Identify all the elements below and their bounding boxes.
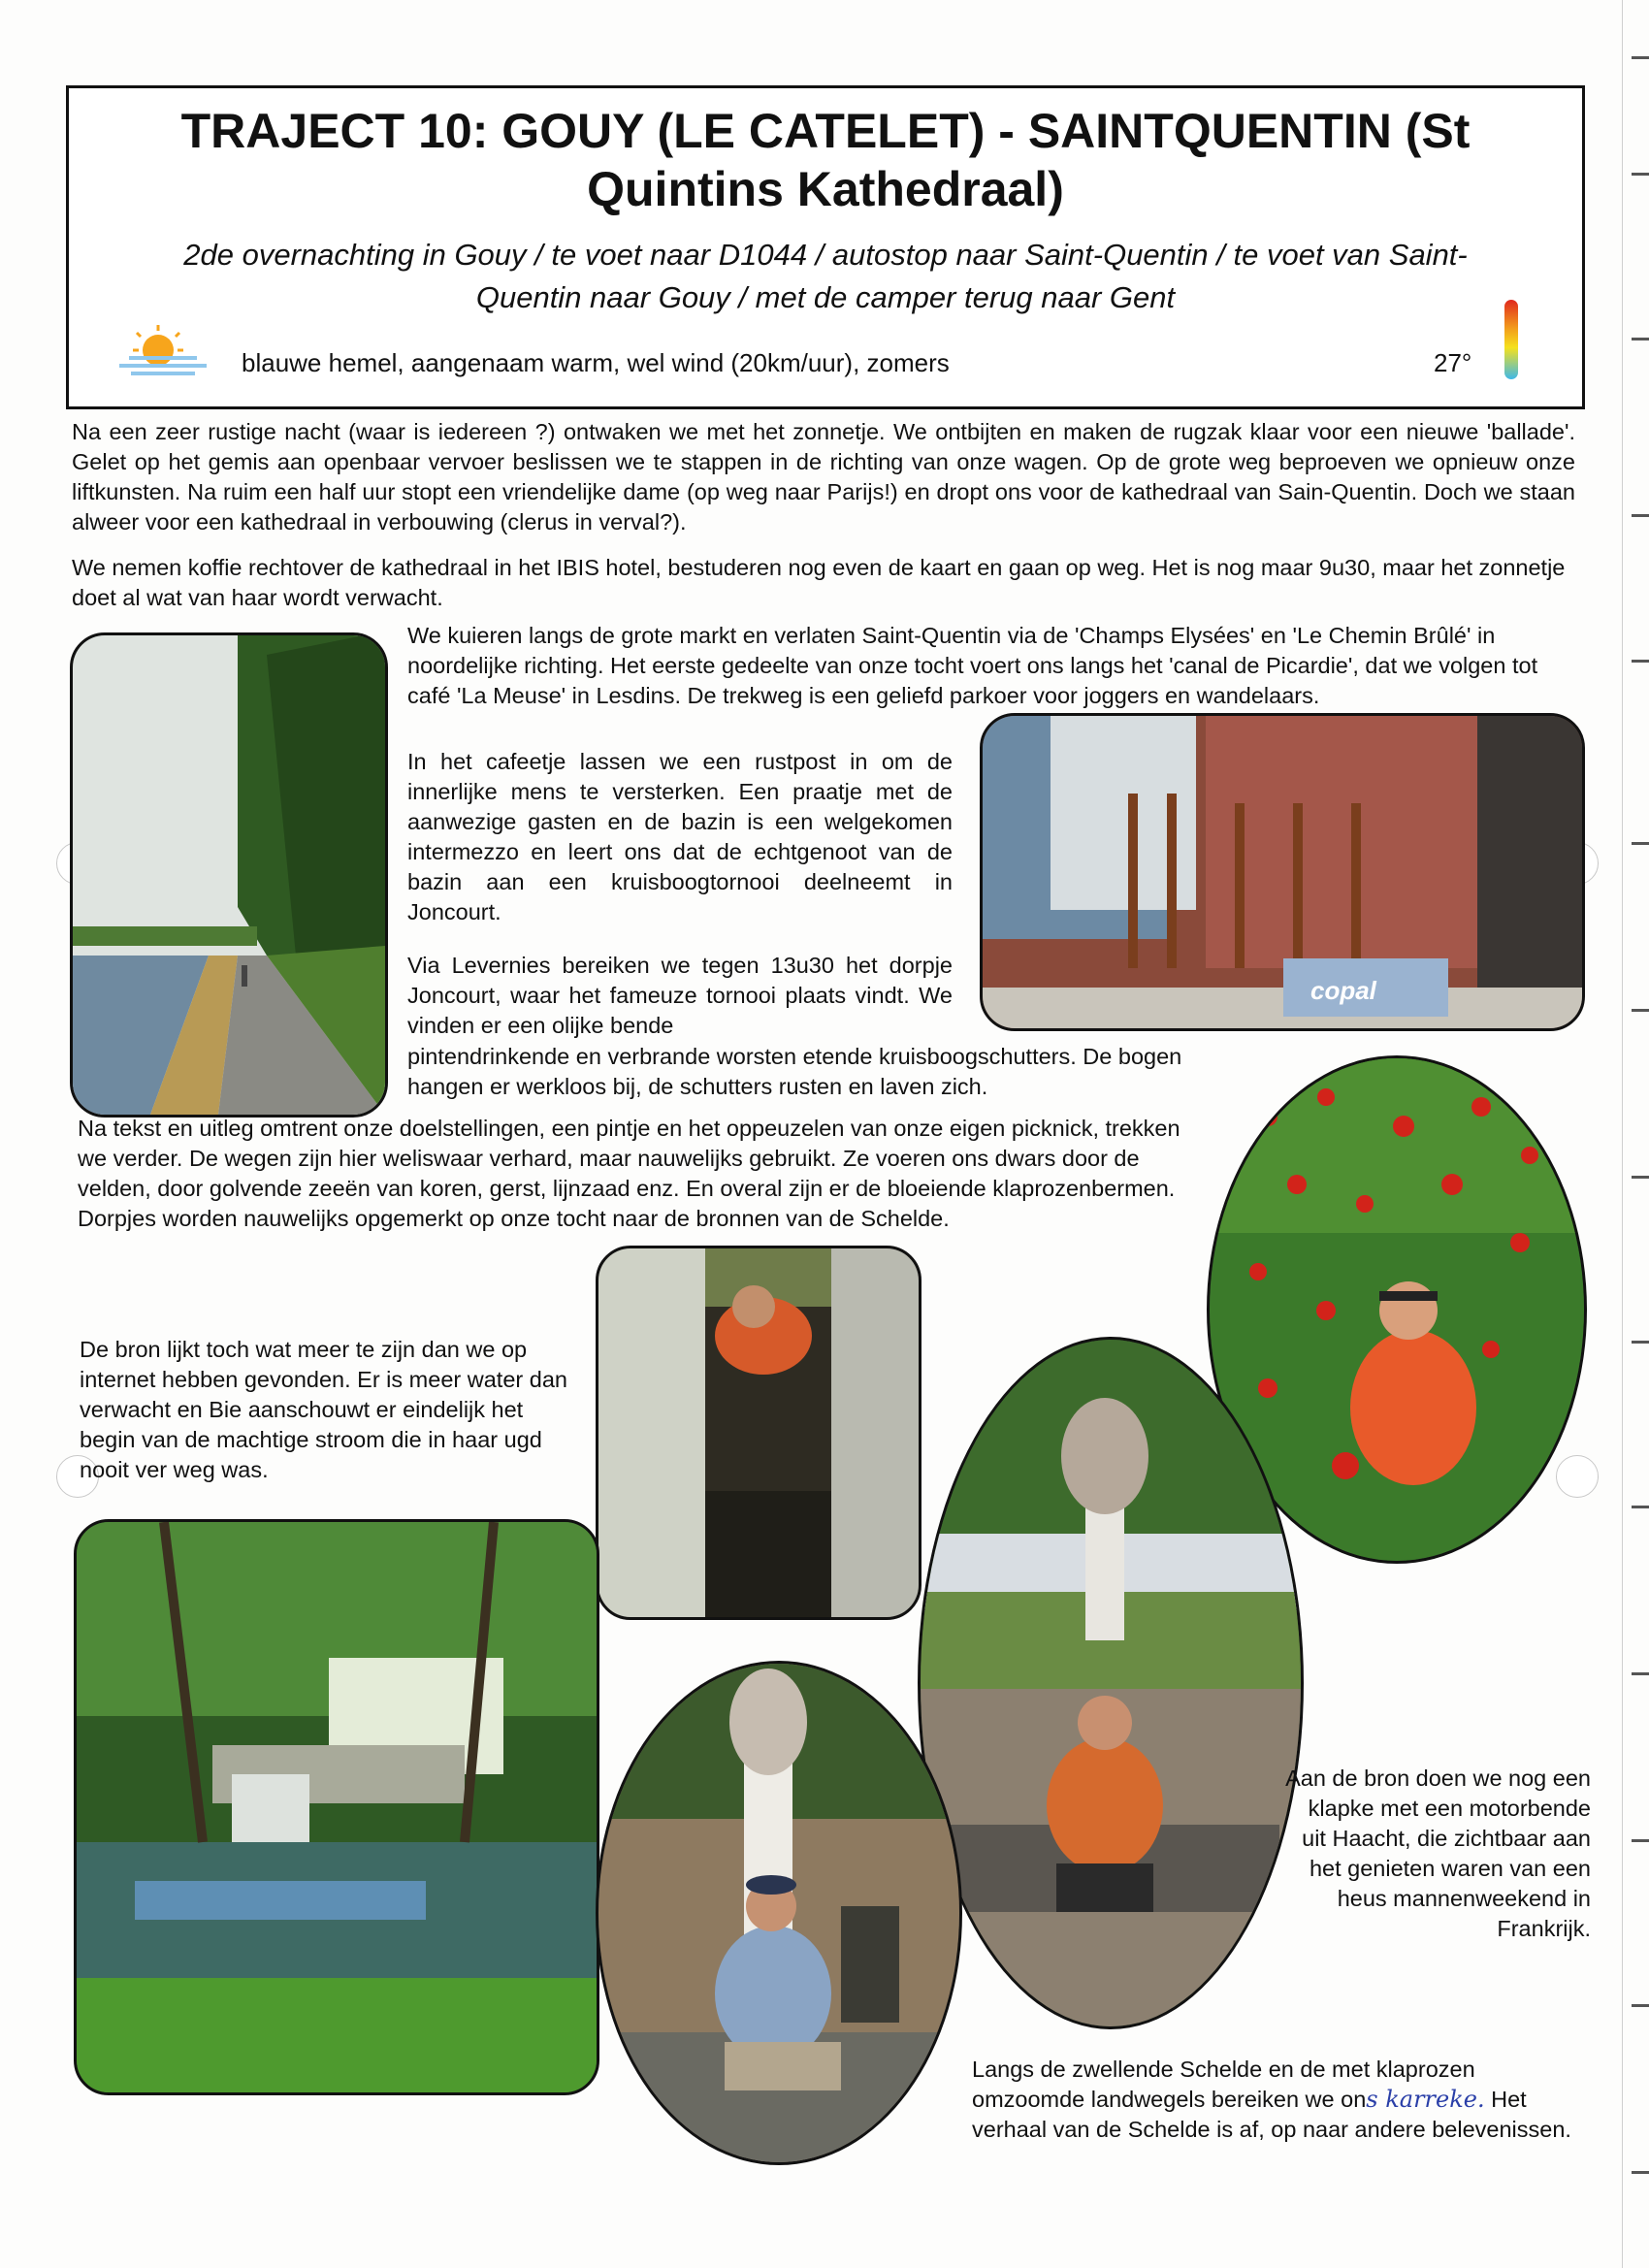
page-title	[69, 102, 1582, 218]
binder-tick	[1632, 173, 1649, 176]
ending-text-part-2: Het verhaal van de Schelde is af, op naar andere belevenissen.	[972, 2087, 1571, 2142]
paragraph-crossbowmen: pintendrinkende en verbrande worsten etende kruisboogschutters. De bogen hangen er werkloos bij, de schutters rusten en laven zich.	[407, 1044, 1182, 1099]
handwritten-note: s karreke.	[1366, 2086, 1485, 2113]
binder-tick	[1632, 1009, 1649, 1012]
photo-canal-towpath	[70, 632, 388, 1118]
paragraph-canal: We kuieren langs de grote markt en verlaten Saint-Quentin via de 'Champs Elysées' en 'Le Chemin Brûlé' in noordelijke richting. Het eerste gedeelte van onze tocht voert ons langs het 'canal de Picardie', dat we volgen tot café 'La Meuse' in Lesdins. De trekweg is een geliefd parkoer voor joggers en wandelaars.	[407, 623, 1538, 708]
paragraph-coffee: We nemen koffie rechtover de kathedraal in het IBIS hotel, bestuderen nog even de kaart en gaan op weg. Het is nog maar 9u30, maar het zonnetje doet al wat van haar wordt verwacht.	[72, 555, 1566, 610]
title-line-2: Quintins Kathedraal)	[587, 162, 1064, 216]
binder-tick	[1632, 1506, 1649, 1508]
header-box	[66, 85, 1585, 409]
subtitle-line-1: 2de overnachting in Gouy / te voet naar D1044 / autostop naar Saint-Quentin / te voet van Saint-	[183, 238, 1468, 272]
binder-tick	[1632, 1341, 1649, 1344]
route-subtitle	[127, 234, 1524, 319]
title-line-1: TRAJECT 10: GOUY (LE CATELET) - SAINTQUENTIN (St	[180, 104, 1471, 158]
paragraph-ending	[972, 2055, 1579, 2145]
punch-hole	[1556, 1455, 1599, 1498]
weather-description: blauwe hemel, aangenaam warm, wel wind (20km/uur), zomers	[242, 348, 950, 377]
binder-tick	[1632, 2171, 1649, 2174]
paragraph-fields: Na tekst en uitleg omtrent onze doelstellingen, een pintje en het oppeuzelen van onze eigen picknick, trekken we verder. De wegen zijn hier weliswaar verhard, maar nauwelijks gebruikt. Ze voeren ons dwars door de velden, door golvende zeeën van koren, gerst, lijnzaad enz. En overal zijn er de bloeiende klaprozenbermen. Dorpjes worden nauwelijks opgemerkt op onze tocht naar de bronnen van de Schelde.	[78, 1116, 1180, 1231]
paragraph-joncourt: Via Levernies bereiken we tegen 13u30 het dorpje Joncourt, waar het fameuze tornooi plaats vindt. We vinden er een olijke bende	[407, 953, 953, 1038]
paragraph-motorbikers: Aan de bron doen we nog een klapke met een motorbende uit Haacht, die zichtbaar aan het genieten waren van een heus mannenweekend in Frankrijk.	[1285, 1766, 1591, 1941]
subtitle-line-2: Quentin naar Gouy / met de camper terug naar Gent	[475, 280, 1176, 314]
binder-tick	[1632, 1672, 1649, 1675]
thermometer-icon	[1504, 300, 1518, 379]
copal-label: copal	[1310, 976, 1376, 1005]
page-edge-line	[1622, 0, 1623, 2268]
ending-text-part-1: Langs de zwellende Schelde en de met klaprozen omzoomde landwegels bereiken we on	[972, 2057, 1475, 2112]
binder-tick	[1632, 2004, 1649, 2007]
sun-cloud-icon	[110, 319, 216, 389]
binder-tick	[1632, 56, 1649, 59]
photo-scheldt-source-pond	[74, 1519, 599, 2095]
temperature: 27°	[1434, 348, 1472, 377]
binder-tick	[1632, 1839, 1649, 1842]
binder-tick	[1632, 338, 1649, 340]
paragraph-morning: Na een zeer rustige nacht (waar is iedereen ?) ontwaken we met het zonnetje. We ontbijten en maken de rugzak klaar voor een nieuwe 'ballade'. Gelet op het gemis aan openbaar vervoer beslissen we te stappen in de richting van onze wagen. Op de grote weg beproeven we opnieuw onze liftkunsten. Na ruim een half uur stopt een vriendelijke dame (op weg naar Parijs!) en dropt ons voor de kathedraal van Sain-Quentin. Doch we staan alweer voor een kathedraal in verbouwing (clerus in verval?).	[72, 419, 1575, 535]
photo-woman-at-sculpture	[918, 1337, 1304, 2029]
paragraph-source: De bron lijkt toch wat meer te zijn dan we op internet hebben gevonden. Er is meer water dan verwacht en Bie aanschouwt er eindelijk het begin van de machtige stroom die in haar ugd nooit ver weg was.	[80, 1337, 567, 1482]
binder-tick	[1632, 514, 1649, 517]
binder-tick	[1632, 1176, 1649, 1179]
photo-crossbows-on-wall	[980, 713, 1585, 1031]
photo-man-at-sculpture	[596, 1661, 962, 2165]
paragraph-cafe: In het cafeetje lassen we een rustpost in om de innerlijke mens te versterken. Een praatje met de aanwezige gasten en de bazin is een welgekomen intermezzo en leert ons dat de echtgenoot van de bazin aan een kruisboogtornooi deelneemt in Joncourt.	[407, 749, 953, 924]
binder-tick	[1632, 842, 1649, 845]
binder-tick	[1632, 660, 1649, 663]
photo-source-well	[596, 1246, 922, 1620]
